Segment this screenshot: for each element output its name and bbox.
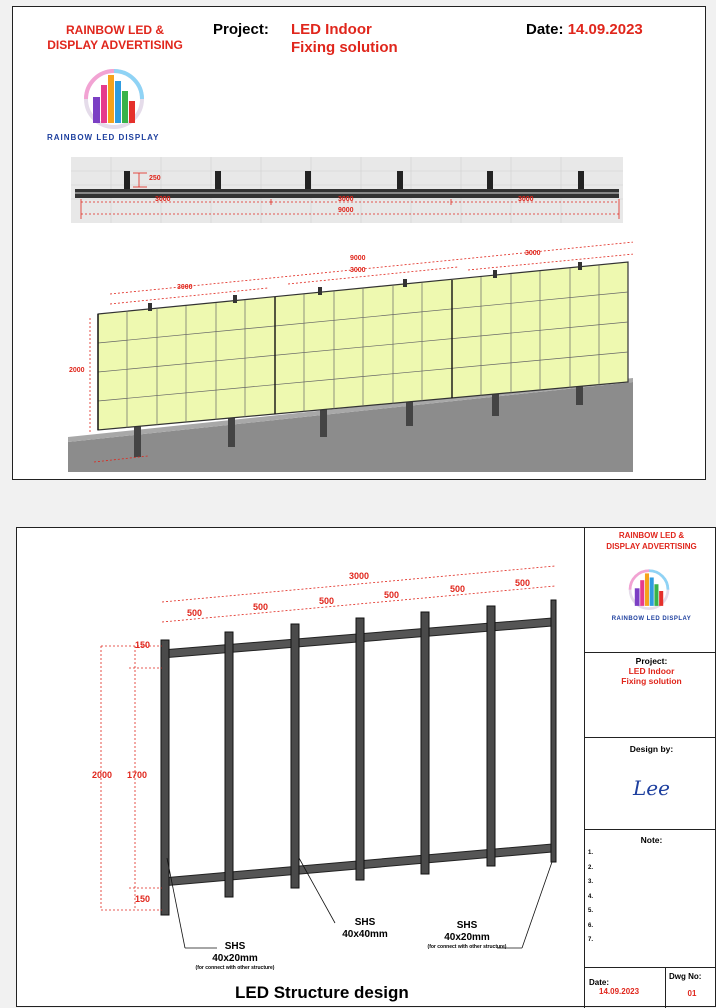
tb-note-item: 5. — [588, 908, 594, 914]
drawing-sheet-2 — [0, 515, 716, 1000]
tb-design-row — [585, 738, 716, 830]
tb-logo-caption: RAINBOW LED DISPLAY — [611, 616, 692, 622]
label-shs-small-left-3: (for connect with other structure) — [195, 965, 275, 971]
dim-height-inner: 1700 — [127, 770, 148, 780]
tb-date-cell — [585, 968, 666, 1008]
dim-seg-3: 3000 — [518, 196, 534, 203]
dim-top-total: 3000 — [349, 571, 370, 581]
tb-project-row — [585, 653, 716, 738]
tb-design-label: Design by: — [629, 744, 674, 754]
label-shs-big-1: SHS — [354, 917, 376, 928]
dim-seg-2: 3000 — [338, 196, 354, 203]
company-name — [35, 23, 195, 53]
tb-dwg-value: 01 — [687, 989, 697, 998]
dim-total: 9000 — [338, 207, 354, 214]
persp-dim-total: 9000 — [350, 255, 366, 262]
dim-spacing-2: 500 — [253, 602, 269, 612]
tb-signature: Lee — [633, 776, 670, 800]
tb-project-label: Project: — [635, 656, 668, 666]
label-shs-small-right-2: 40x20mm — [444, 932, 490, 943]
tb-note-item: 1. — [588, 850, 594, 856]
tb-date-label: Date: — [589, 978, 610, 987]
dim-height-top: 150 — [135, 640, 151, 650]
dim-250: 250 — [149, 175, 161, 182]
tb-project-value-1: LED Indoor — [628, 666, 675, 676]
dim-spacing-5: 500 — [450, 584, 466, 594]
persp-dim-middle: 3000 — [350, 267, 366, 274]
tb-note-row — [585, 830, 716, 968]
tb-note-item: 2. — [588, 864, 594, 871]
project-value-line-1: LED Indoor — [291, 21, 372, 38]
label-shs-small-left-1: SHS — [224, 941, 246, 952]
label-shs-big — [325, 917, 405, 941]
tb-dwg-label: Dwg No: — [669, 972, 702, 981]
project-value — [291, 21, 398, 57]
label-shs-small-left-2: 40x20mm — [212, 953, 258, 964]
drawing-sheet-1 — [12, 6, 706, 480]
dim-spacing-4: 500 — [384, 590, 400, 600]
project-value-line-2: Fixing solution — [291, 39, 398, 56]
date-value: 14.09.2023 — [567, 21, 643, 38]
dim-spacing-3: 500 — [319, 596, 335, 606]
drawing-title: LED Structure design — [235, 983, 409, 1002]
tb-dwg-cell — [666, 968, 716, 1008]
logo-caption: RAINBOW LED DISPLAY — [47, 133, 160, 142]
label-shs-small-right-1: SHS — [456, 920, 478, 931]
persp-dim-left: 3000 — [177, 284, 193, 291]
label-shs-big-2: 40x40mm — [342, 929, 388, 940]
project-label: Project: — [213, 21, 269, 38]
date-label: Date: — [526, 21, 564, 38]
tb-company-line-2: DISPLAY ADVERTISING — [606, 542, 697, 551]
company-line-2: DISPLAY ADVERTISING — [47, 38, 183, 52]
tb-company-row — [585, 528, 716, 653]
structure-drawing-frame — [16, 527, 716, 1007]
persp-dim-height: 2000 — [69, 367, 85, 374]
dim-seg-1: 3000 — [155, 196, 171, 203]
rainbow-logo-icon — [79, 67, 149, 135]
tb-notes-list — [588, 850, 593, 952]
tb-note-item: 4. — [588, 893, 594, 900]
tb-project-value-2: Fixing solution — [621, 676, 682, 686]
dim-height-total: 2000 — [92, 770, 113, 780]
tb-note-item: 7. — [588, 937, 594, 943]
persp-dim-right: 3000 — [525, 250, 541, 257]
dim-spacing-1: 500 — [187, 608, 203, 618]
label-shs-small-right — [415, 920, 519, 951]
tb-date-value: 14.09.2023 — [599, 987, 640, 996]
date-field — [526, 21, 643, 38]
tb-logo-icon — [625, 568, 673, 614]
dim-height-bottom: 150 — [135, 894, 151, 904]
tb-note-item: 6. — [588, 922, 594, 929]
title-block — [584, 528, 716, 1008]
dim-spacing-6: 500 — [515, 578, 531, 588]
tb-company — [585, 530, 716, 552]
tb-note-item: 3. — [588, 879, 594, 885]
label-shs-small-right-3: (for connect with other structure) — [427, 944, 507, 950]
label-shs-small-left — [185, 941, 285, 972]
tb-company-line-1: RAINBOW LED & — [618, 531, 685, 540]
company-line-1: RAINBOW LED & — [66, 23, 164, 37]
tb-note-label: Note: — [640, 835, 663, 845]
